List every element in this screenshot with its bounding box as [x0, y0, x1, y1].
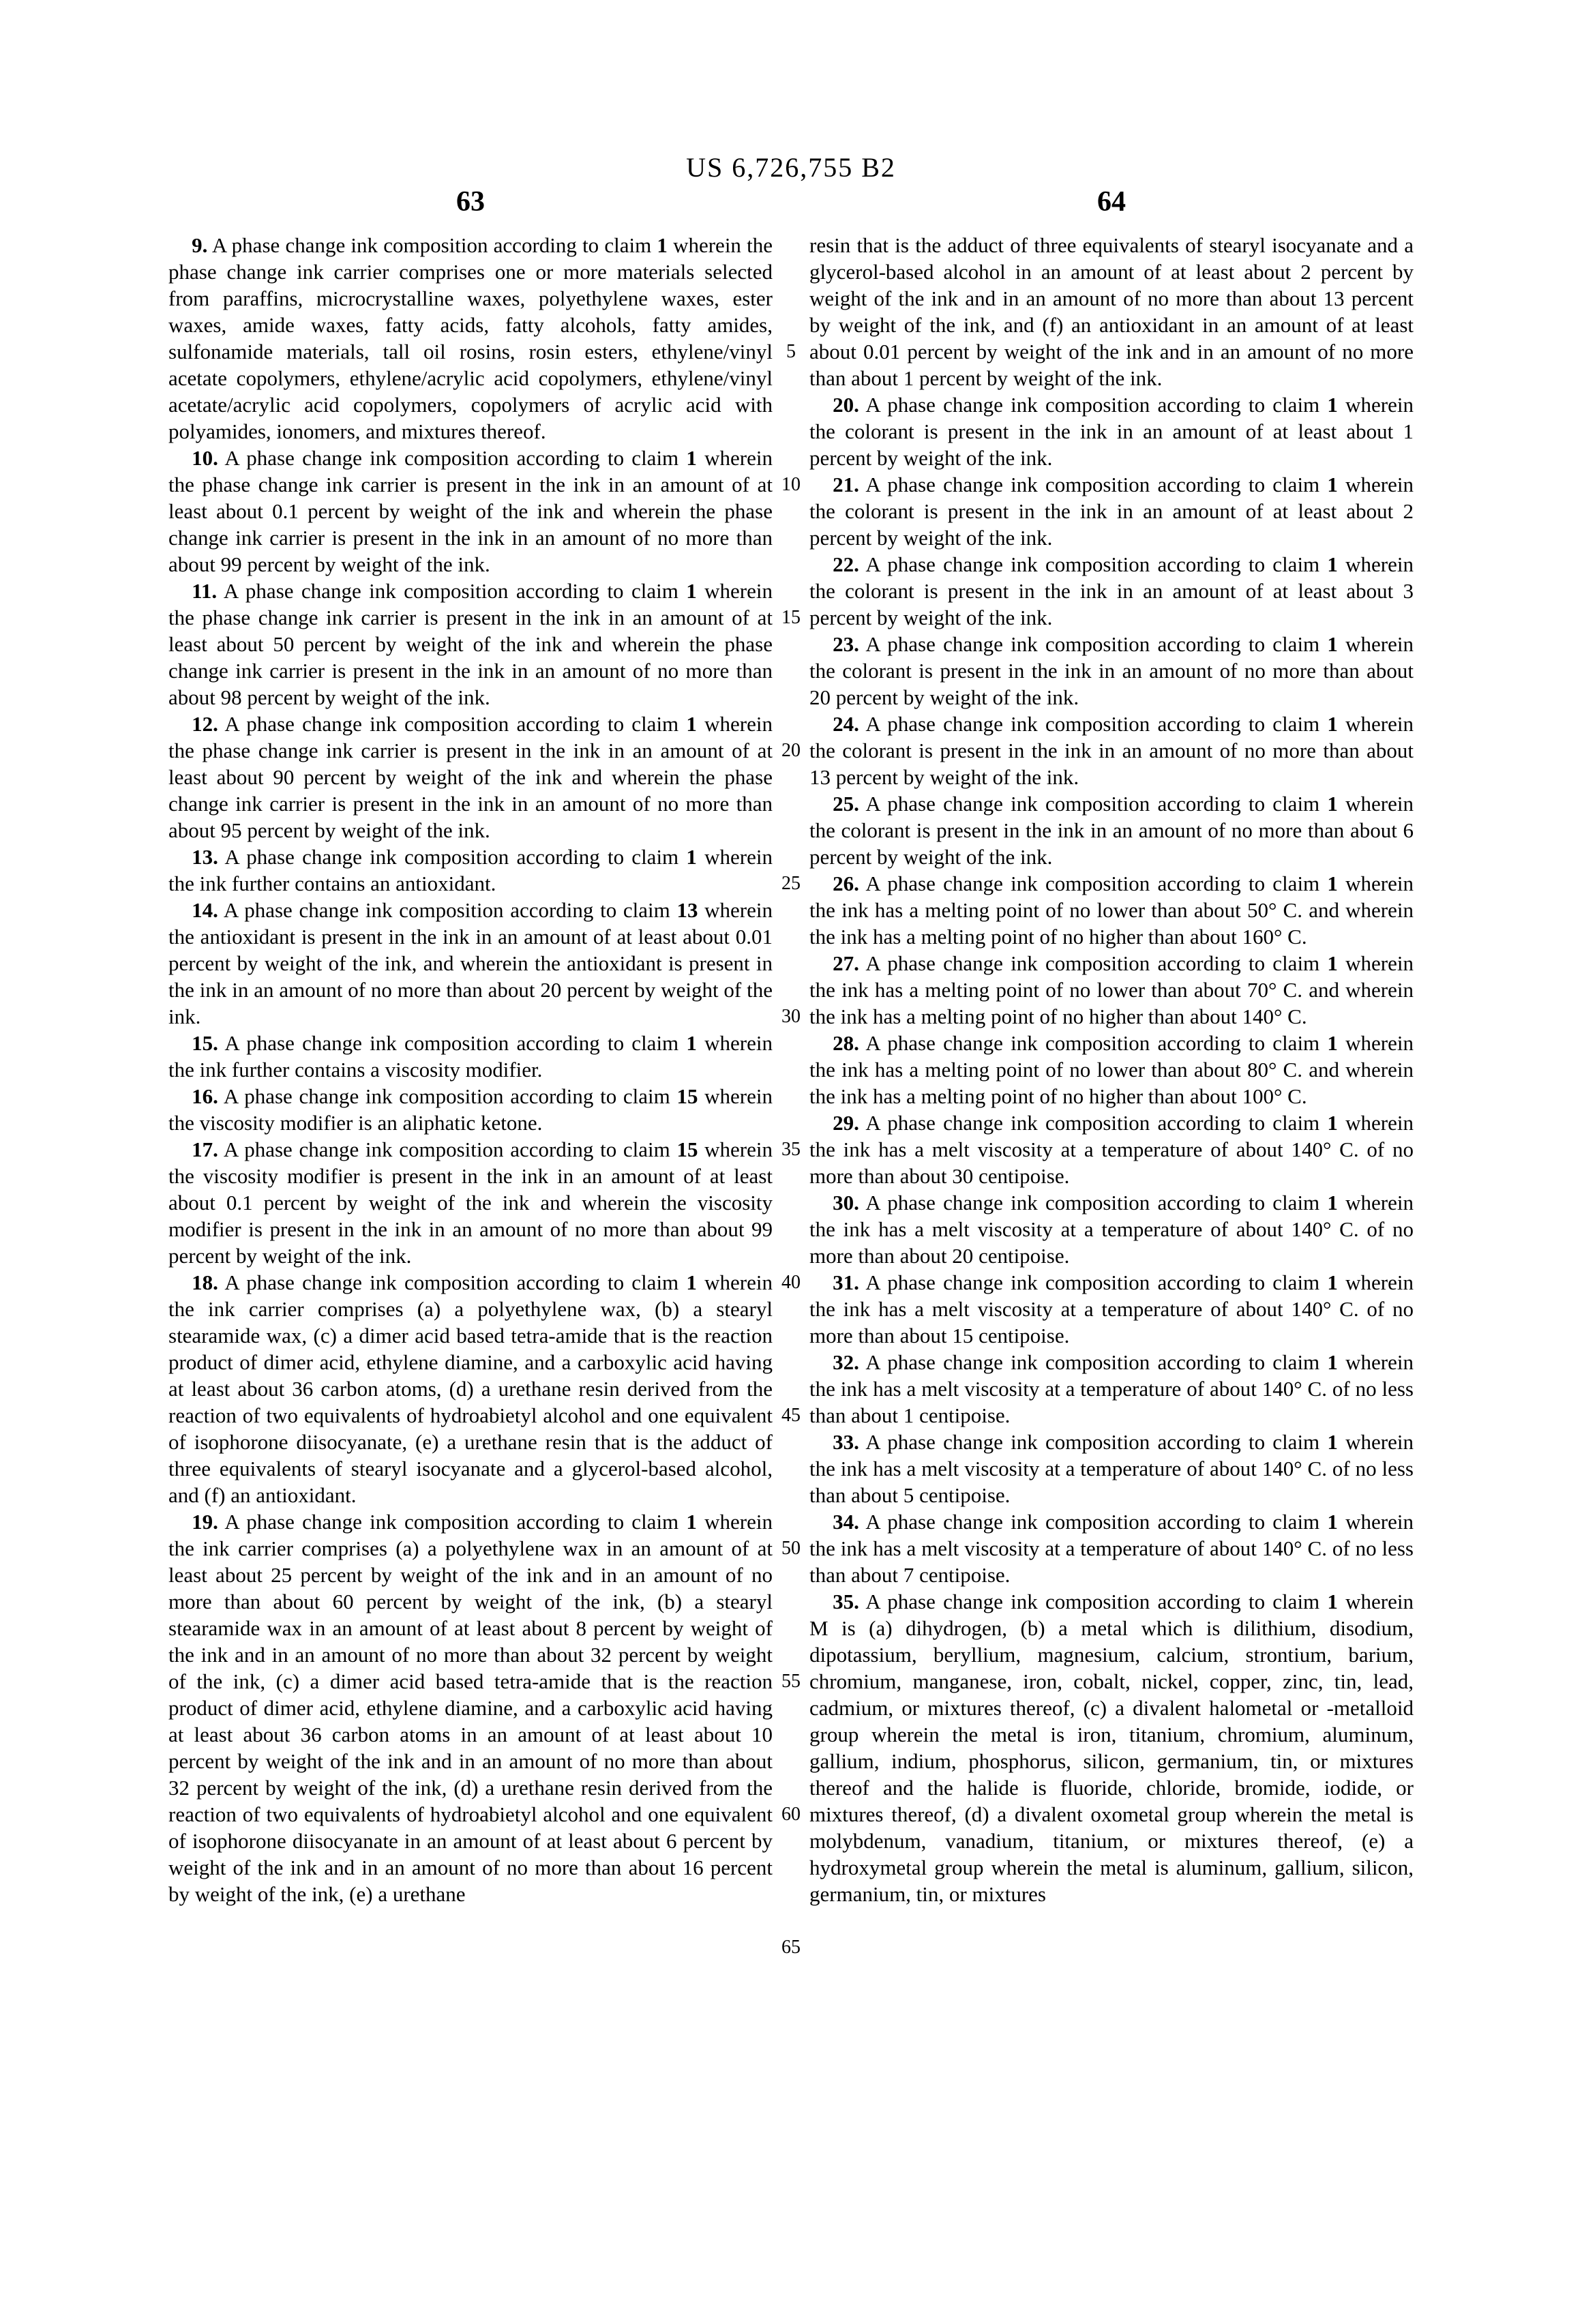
claim-paragraph: 34. A phase change ink composition according to claim 1 wherein the ink has a melt viscosity at a temperature of about 140° C. of no less than about 7 centipoise. [809, 1510, 1414, 1587]
claim-continuation-paragraph: resin that is the adduct of three equivalents of stearyl isocyanate and a glycerol-based alcohol in an amount of at least about 2 percent by weight of the ink and in an amount of no more than about 13 percent by weight of the ink, and (f) an antioxidant in an amount of at least about 0.01 percent by weight of the ink and in an amount of no more than about 1 percent by weight of the ink. [809, 233, 1414, 390]
claim-paragraph: 22. A phase change ink composition according to claim 1 wherein the colorant is present in the ink in an amount of at least about 3 percent by weight of the ink. [809, 552, 1414, 629]
claim-paragraph: 25. A phase change ink composition according to claim 1 wherein the colorant is present in the ink in an amount of no more than about 6 percent by weight of the ink. [809, 792, 1414, 869]
line-number: 40 [781, 1272, 801, 1293]
claim-paragraph: 20. A phase change ink composition according to claim 1 wherein the colorant is present in the ink in an amount of at least about 1 percent by weight of the ink. [809, 393, 1414, 470]
claim-paragraph: 14. A phase change ink composition according to claim 13 wherein the antioxidant is present in the ink in an amount of at least about 0.01 percent by weight of the ink, and wherein the antioxidant is present in the ink in an amount of no more than about 20 percent by weight of the ink. [168, 898, 773, 1028]
claim-paragraph: 13. A phase change ink composition according to claim 1 wherein the ink further contains an antioxidant. [168, 845, 773, 895]
claim-paragraph: 21. A phase change ink composition according to claim 1 wherein the colorant is present in the ink in an amount of at least about 2 percent by weight of the ink. [809, 473, 1414, 550]
claim-paragraph: 30. A phase change ink composition according to claim 1 wherein the ink has a melt viscosity at a temperature of about 140° C. of no more than about 20 centipoise. [809, 1191, 1414, 1268]
claim-paragraph: 33. A phase change ink composition according to claim 1 wherein the ink has a melt viscosity at a temperature of about 140° C. of no less than about 5 centipoise. [809, 1430, 1414, 1507]
claim-paragraph: 29. A phase change ink composition according to claim 1 wherein the ink has a melt viscosity at a temperature of about 140° C. of no more than about 30 centipoise. [809, 1111, 1414, 1188]
claim-paragraph: 26. A phase change ink composition according to claim 1 wherein the ink has a melting point of no lower than about 50° C. and wherein the ink has a melting point of no higher than about 160° C. [809, 872, 1414, 949]
claim-paragraph: 19. A phase change ink composition according to claim 1 wherein the ink carrier comprises (a) a polyethylene wax in an amount of at least about 25 percent by weight of the ink and in an amount of no more than about 60 percent by weight of the ink, (b) a stearyl stearamide wax in an amount of at least about 8 percent by weight of the ink and in an amount of no more than about 32 percent by weight of the ink, (c) a dimer acid based tetra-amide that is the reaction product of dimer acid, ethylene diamine, and a carboxylic acid having at least about 36 carbon atoms in an amount of at least about 10 percent by weight of the ink and in an amount of no more than about 32 percent by weight of the ink, (d) a urethane resin derived from the reaction of two equivalents of hydroabietyl alcohol and one equivalent of isophorone diisocyanate in an amount of at least about 6 percent by weight of the ink and in an amount of no more than about 16 percent by weight of the ink, (e) a urethane [168, 1510, 773, 1906]
line-number: 20 [781, 740, 801, 761]
claim-paragraph: 27. A phase change ink composition according to claim 1 wherein the ink has a melting point of no lower than about 70° C. and wherein the ink has a melting point of no higher than about 140° C. [809, 951, 1414, 1028]
line-number: 65 [781, 1937, 801, 1958]
claim-paragraph: 17. A phase change ink composition according to claim 15 wherein the viscosity modifier is present in the ink in an amount of at least about 0.1 percent by weight of the ink and wherein the viscosity modifier is present in the ink in an amount of no more than about 99 percent by weight of the ink. [168, 1137, 773, 1268]
claim-paragraph: 10. A phase change ink composition according to claim 1 wherein the phase change ink carrier is present in the ink in an amount of at least about 0.1 percent by weight of the ink and wherein the phase change ink carrier is present in the ink in an amount of no more than about 99 percent by weight of the ink. [168, 446, 773, 576]
right-column-text [809, 232, 1414, 1907]
patent-number: US 6,726,755 B2 [686, 152, 896, 183]
line-number: 10 [781, 474, 801, 495]
line-number: 55 [781, 1671, 801, 1692]
claim-paragraph: 12. A phase change ink composition according to claim 1 wherein the phase change ink carrier is present in the ink in an amount of at least about 90 percent by weight of the ink and wherein the phase change ink carrier is present in the ink in an amount of no more than about 95 percent by weight of the ink. [168, 712, 773, 842]
claim-paragraph: 15. A phase change ink composition according to claim 1 wherein the ink further contains a viscosity modifier. [168, 1031, 773, 1082]
claim-paragraph: 31. A phase change ink composition according to claim 1 wherein the ink has a melt viscosity at a temperature of about 140° C. of no more than about 15 centipoise. [809, 1270, 1414, 1347]
line-number: 35 [781, 1139, 801, 1160]
claim-paragraph: 16. A phase change ink composition according to claim 15 wherein the viscosity modifier is an aliphatic ketone. [168, 1084, 773, 1135]
line-number: 30 [781, 1006, 801, 1027]
left-column-text [168, 232, 773, 1907]
line-number: 25 [781, 873, 801, 894]
claim-paragraph: 35. A phase change ink composition according to claim 1 wherein M is (a) dihydrogen, (b) a metal which is dilithium, disodium, dipotassium, beryllium, magnesium, calcium, strontium, barium, chromium, manganese, iron, cobalt, nickel, copper, zinc, tin, lead, cadmium, or mixtures thereof, (c) a divalent halometal or -metalloid group wherein the metal is iron, titanium, chromium, aluminum, gallium, indium, phosphorus, silicon, germanium, tin, or mixtures thereof and the halide is fluoride, chloride, bromide, iodide, or mixtures thereof, (d) a divalent oxometal group wherein the metal is molybdenum, vanadium, titanium, or mixtures thereof, (e) a hydroxymetal group wherein the metal is aluminum, gallium, silicon, germanium, tin, or mixtures [809, 1590, 1414, 1906]
claim-paragraph: 11. A phase change ink composition according to claim 1 wherein the phase change ink carrier is present in the ink in an amount of at least about 50 percent by weight of the ink and wherein the phase change ink carrier is present in the ink in an amount of no more than about 98 percent by weight of the ink. [168, 579, 773, 709]
line-number: 45 [781, 1405, 801, 1426]
column-number-right: 64 [1097, 186, 1126, 218]
claim-paragraph: 18. A phase change ink composition according to claim 1 wherein the ink carrier comprises (a) a polyethylene wax, (b) a stearyl stearamide wax, (c) a dimer acid based tetra-amide that is the reaction product of dimer acid, ethylene diamine, and a carboxylic acid having at least about 36 carbon atoms, (d) a urethane resin derived from the reaction of two equivalents of hydroabietyl alcohol and one equivalent of isophorone diisocyanate, (e) a urethane resin that is the adduct of three equivalents of stearyl isocyanate and a glycerol-based alcohol, and (f) an antioxidant. [168, 1270, 773, 1507]
line-number: 50 [781, 1538, 801, 1559]
claim-paragraph: 32. A phase change ink composition according to claim 1 wherein the ink has a melt viscosity at a temperature of about 140° C. of no less than about 1 centipoise. [809, 1350, 1414, 1427]
line-number: 60 [781, 1804, 801, 1825]
claim-paragraph: 9. A phase change ink composition according to claim 1 wherein the phase change ink carrier comprises one or more materials selected from paraffins, microcrystalline waxes, polyethylene waxes, ester waxes, amide waxes, fatty acids, fatty alcohols, fatty amides, sulfonamide materials, tall oil rosins, rosin esters, ethylene/vinyl acetate copolymers, ethylene/acrylic acid copolymers, ethylene/vinyl acetate/acrylic acid copolymers, copolymers of acrylic acid with polyamides, ionomers, and mixtures thereof. [168, 233, 773, 443]
column-number-left: 63 [456, 186, 485, 218]
claim-paragraph: 28. A phase change ink composition according to claim 1 wherein the ink has a melting point of no lower than about 80° C. and wherein the ink has a melting point of no higher than about 100° C. [809, 1031, 1414, 1108]
claim-paragraph: 23. A phase change ink composition according to claim 1 wherein the colorant is present in the ink in an amount of no more than about 20 percent by weight of the ink. [809, 632, 1414, 709]
line-number: 5 [786, 341, 796, 362]
line-number: 15 [781, 607, 801, 628]
claim-paragraph: 24. A phase change ink composition according to claim 1 wherein the colorant is present in the ink in an amount of no more than about 13 percent by weight of the ink. [809, 712, 1414, 789]
